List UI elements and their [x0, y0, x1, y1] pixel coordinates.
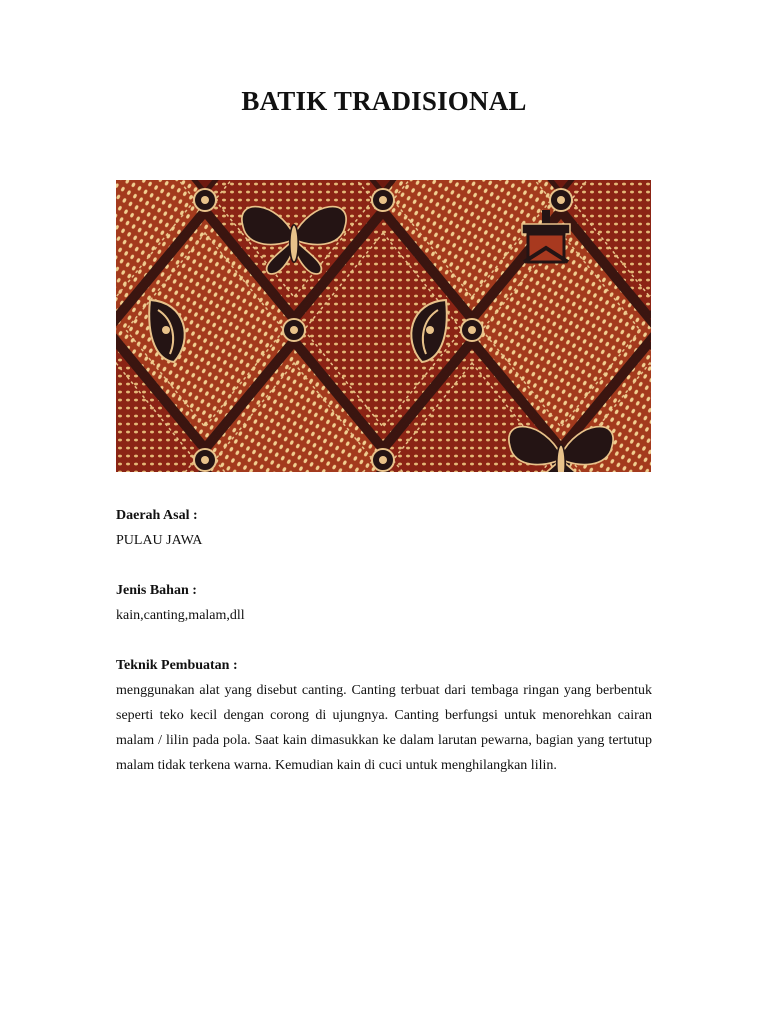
batik-rosette-center	[201, 196, 209, 204]
batik-rosette-center	[557, 196, 565, 204]
butterfly-body	[557, 445, 566, 472]
butterfly-body	[290, 225, 299, 262]
leaf-dot	[426, 326, 434, 334]
section-daerah-asal	[116, 503, 652, 553]
batik-rosette-center	[201, 456, 209, 464]
section-value: PULAU JAWA	[116, 533, 203, 548]
section-paragraph: menggunakan alat yang disebut canting. Canting terbuat dari tembaga ringan yang berbentuk seperti teko kecil dengan corong di ujungnya. Canting berfungsi untuk menorehkan cairan malam / lilin pada pola. Saat kain dimasukkan ke dalam larutan pewarna, bagian yang tertutup malam tidak terkena warna. Kemudian kain di cuci untuk menghilangkan lilin.	[116, 683, 652, 773]
section-jenis-bahan	[116, 578, 652, 628]
leaf-dot	[162, 326, 170, 334]
section-value: kain,canting,malam,dll	[116, 608, 245, 623]
document-body	[116, 503, 652, 803]
shrine-spire	[542, 210, 550, 224]
batik-rosette-center	[379, 456, 387, 464]
section-label: Daerah Asal :	[116, 508, 198, 523]
batik-image	[116, 180, 651, 472]
batik-rosette-center	[468, 326, 476, 334]
section-teknik-pembuatan	[116, 653, 652, 778]
section-label: Teknik Pembuatan :	[116, 658, 238, 673]
batik-pattern-illustration	[116, 180, 651, 472]
batik-rosette-center	[379, 196, 387, 204]
section-label: Jenis Bahan :	[116, 583, 197, 598]
batik-rosette-center	[290, 326, 298, 334]
page-title: BATIK TRADISIONAL	[241, 86, 527, 116]
